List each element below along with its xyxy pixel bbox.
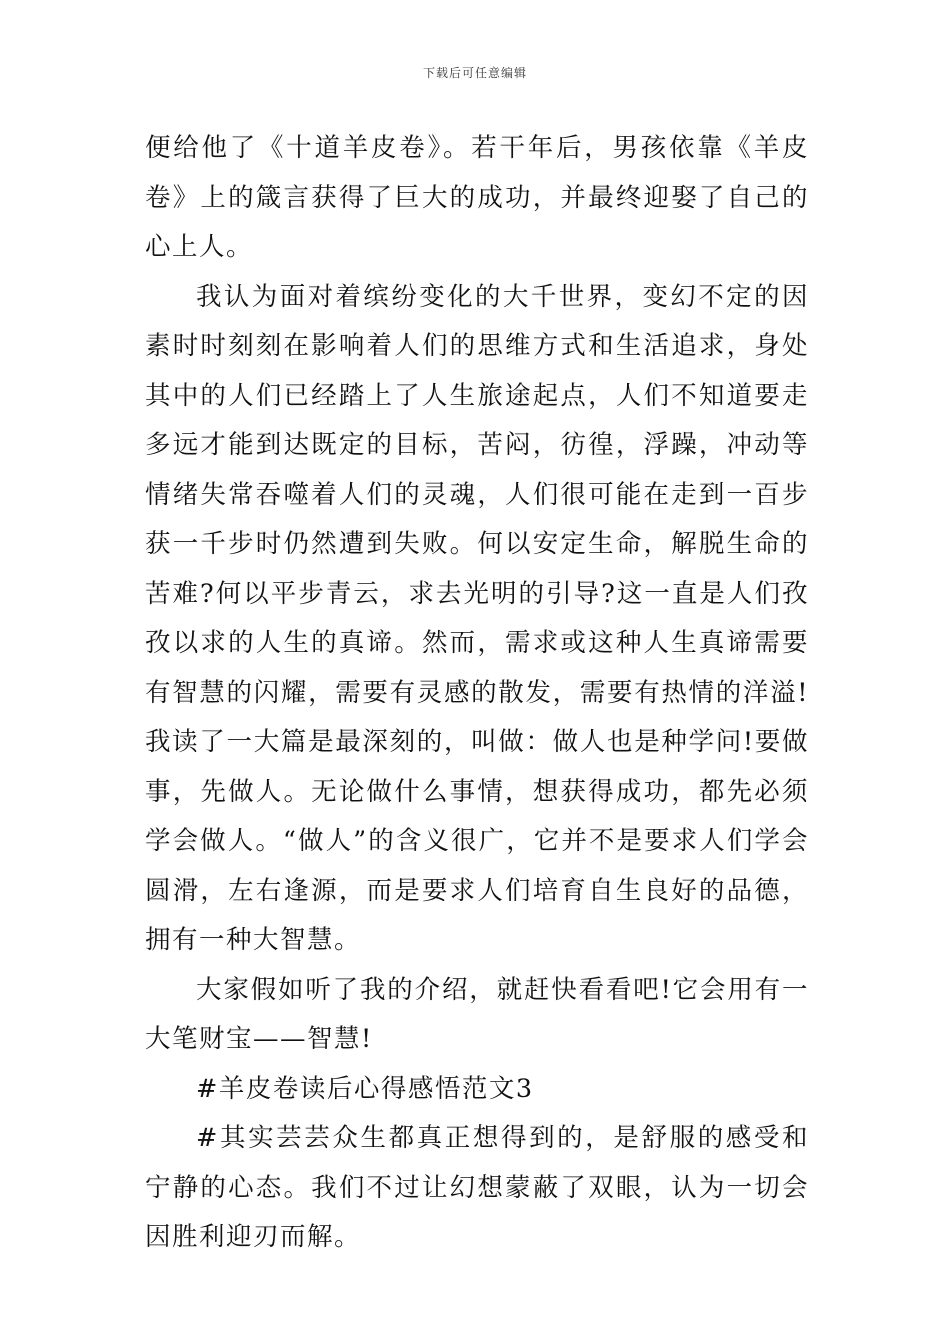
paragraph-1: 便给他了《十道羊皮卷》。若干年后，男孩依靠《羊皮卷》上的箴言获得了巨大的成功，并最终迎娶了自己的心上人。 <box>145 133 809 262</box>
paragraph-2: 我认为面对着缤纷变化的大千世界，变幻不定的因素时时刻刻在影响着人们的思维方式和生活追求，身处其中的人们已经踏上了人生旅途起点，人们不知道要走多远才能到达既定的目标，苦闷，彷徨，浮躁，冲动等情绪失常吞噬着人们的灵魂，人们很可能在走到一百步获一千步时仍然遭到失败。何以安定生命，解脱生命的苦难?何以平步青云，求去光明的引导?这一直是人们孜孜以求的人生的真谛。然而，需求或这种人生真谛需要有智慧的闪耀，需要有灵感的散发，需要有热情的洋溢!我读了一大篇是最深刻的，叫做：做人也是种学问!要做事，先做人。无论做什么事情，想获得成功，都先必须学会做人。“做人”的含义很广，它并不是要求人们学会圆滑，左右逢源，而是要求人们培育自生良好的品德，拥有一种大智慧。 <box>145 281 809 955</box>
section-heading: #羊皮卷读后心得感悟范文3 <box>196 1073 534 1104</box>
paragraph-3: 大家假如听了我的介绍，就赶快看看吧!它会用有一大笔财宝——智慧! <box>145 974 809 1054</box>
paragraph-4: #其实芸芸众生都真正想得到的，是舒服的感受和宁静的心态。我们不过让幻想蒙蔽了双眼，认为一切会因胜利迎刃而解。 <box>145 1123 809 1252</box>
page-header: 下载后可任意编辑 <box>422 66 527 80</box>
document-body <box>145 124 809 1263</box>
